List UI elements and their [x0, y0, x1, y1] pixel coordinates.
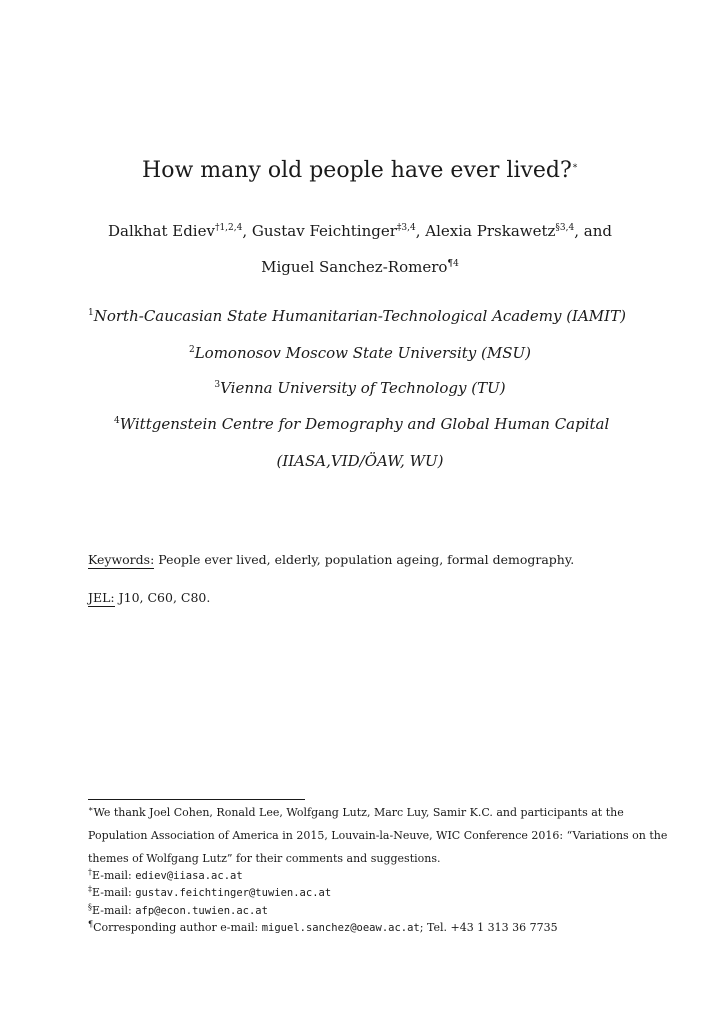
keywords-text: People ever lived, elderly, population ageing, formal demography.: [154, 552, 575, 567]
affiliation-1: [88, 307, 626, 325]
affiliation-3: [0, 379, 720, 397]
title-footnote-mark: ∗: [571, 161, 578, 172]
keywords-label: Keywords:: [88, 552, 155, 567]
footnote-text: Population Association of America in 2015, Louvain-la-Neuve, WIC Conference 2016: “Variations on the: [88, 829, 668, 842]
affiliation-text: North-Caucasian State Humanitarian-Technological Academy (IAMIT): [93, 307, 626, 325]
author-name: Dalkhat Ediev: [107, 222, 215, 240]
affiliation-text: Vienna University of Technology (TU): [220, 379, 506, 397]
jel-text: J10, C60, C80.: [114, 590, 211, 605]
author-name: Gustav Feichtinger: [251, 222, 397, 240]
footnote-email-prskawetz: [88, 904, 268, 917]
author-marks: †1,2,4: [214, 223, 243, 233]
author-marks: §3,4: [555, 223, 575, 233]
author-name: Miguel Sanchez-Romero: [261, 258, 448, 276]
jel-codes: [88, 590, 210, 605]
affiliation-number: 2: [188, 345, 195, 355]
footnote-label: E-mail:: [92, 886, 136, 899]
footnote-text: We thank Joel Cohen, Ronald Lee, Wolfgang Lutz, Marc Luy, Samir K.C. and participants at the: [93, 806, 624, 819]
footnote-mark: †: [88, 867, 92, 877]
author-separator: ,: [242, 222, 252, 240]
author-line-2: [0, 258, 720, 276]
title-text: How many old people have ever lived?: [142, 158, 572, 183]
keywords: [88, 552, 574, 567]
author-conjunction: , and: [574, 222, 612, 240]
footnote-mark: §: [88, 902, 92, 912]
footnote-phone: ; Tel. +43 1 313 36 7735: [419, 921, 558, 934]
footnote-label: Corresponding author e-mail:: [93, 921, 262, 934]
affiliation-number: 1: [88, 308, 94, 318]
affiliation-2: [0, 344, 720, 362]
footnote-text: themes of Wolfgang Lutz” for their comments and suggestions.: [88, 852, 441, 865]
footnote-label: E-mail:: [92, 869, 136, 882]
footnote-email-ediev: [88, 869, 243, 882]
footnote-thanks-line-3: [88, 852, 440, 865]
paper-title: [0, 158, 720, 183]
affiliation-4: [114, 415, 609, 433]
footnote-email-feichtinger: [88, 886, 331, 899]
author-name: Alexia Prskawetz: [425, 222, 556, 240]
affiliation-4-continued: [0, 452, 720, 470]
author-line-1: [0, 222, 720, 240]
jel-label: JEL:: [88, 590, 115, 605]
affiliation-text: Lomonosov Moscow State University (MSU): [194, 344, 532, 362]
affiliation-number: 3: [214, 380, 221, 390]
email-link[interactable]: ediev@iiasa.ac.at: [135, 870, 243, 882]
footnote-mark: ¶: [88, 919, 94, 929]
email-link[interactable]: gustav.feichtinger@tuwien.ac.at: [135, 887, 332, 899]
footnote-thanks-line-2: [88, 829, 667, 842]
footnote-mark: ∗: [88, 804, 94, 814]
author-separator: ,: [415, 222, 426, 240]
affiliation-text: (IIASA,VID/ÖAW, WU): [276, 452, 444, 470]
author-marks: ‡3,4: [396, 223, 416, 233]
footnote-mark: ‡: [88, 884, 92, 894]
affiliation-text: Wittgenstein Centre for Demography and Global Human Capital: [119, 415, 610, 433]
affiliation-number: 4: [114, 416, 120, 426]
author-marks: ¶4: [447, 259, 459, 269]
footnote-label: E-mail:: [92, 904, 136, 917]
email-link[interactable]: miguel.sanchez@oeaw.ac.at: [261, 922, 420, 934]
email-link[interactable]: afp@econ.tuwien.ac.at: [135, 905, 268, 917]
footnote-rule: [88, 799, 305, 800]
footnote-corresponding-author: [88, 921, 558, 934]
footnote-thanks: [88, 806, 624, 819]
